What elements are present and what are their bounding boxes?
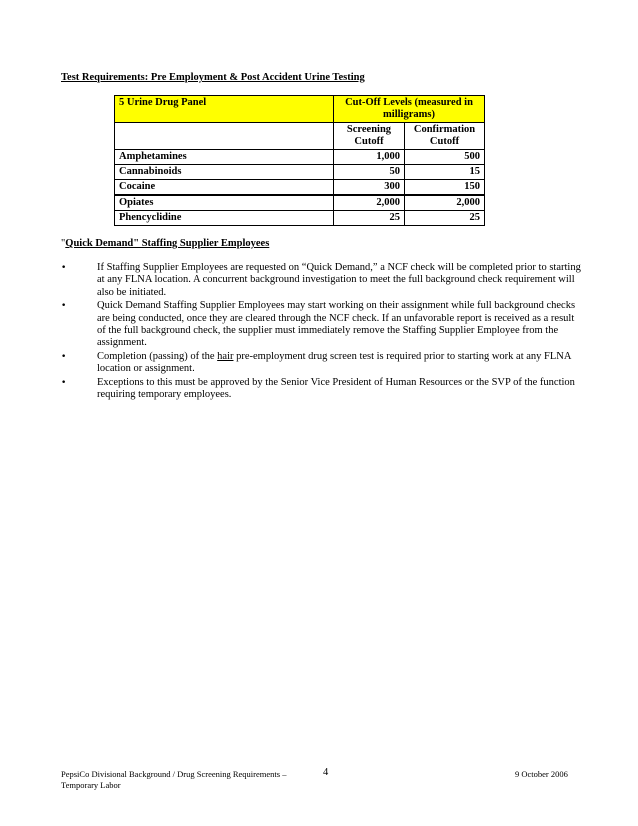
panel-label-cell: 5 Urine Drug Panel xyxy=(115,96,334,123)
cutoff-header-cell: Cut-Off Levels (measured in milligrams) xyxy=(334,96,485,123)
hair-emphasis: hair xyxy=(217,350,234,362)
drug-name: Cannabinoids xyxy=(115,165,334,180)
screening-header-cell: Screening Cutoff xyxy=(334,123,405,150)
screening-value: 25 xyxy=(334,211,405,226)
section-heading-quick-demand xyxy=(61,238,269,249)
bullet-text xyxy=(97,351,571,374)
table-row xyxy=(115,180,485,196)
drug-name: Cocaine xyxy=(115,180,334,196)
screening-value: 300 xyxy=(334,180,405,196)
quick-demand-title: Quick Demand" Staffing Supplier Employees xyxy=(65,238,270,249)
table-row xyxy=(115,150,485,165)
list-item xyxy=(61,300,581,350)
bullet-text-post: pre-employment drug screen test is required prior to starting work at any FLNA location or assignment. xyxy=(97,350,571,375)
confirmation-value: 150 xyxy=(405,180,485,196)
footer-document-title: PepsiCo Divisional Background / Drug Screening Requirements – Temporary Labor xyxy=(61,769,287,790)
drug-name: Phencyclidine xyxy=(115,211,334,226)
confirmation-value: 2,000 xyxy=(405,195,485,211)
drug-name: Opiates xyxy=(115,195,334,211)
confirmation-value: 15 xyxy=(405,165,485,180)
list-item xyxy=(61,262,581,299)
list-item xyxy=(61,377,581,402)
list-item xyxy=(61,351,581,376)
confirmation-value: 500 xyxy=(405,150,485,165)
bullet-marker: • xyxy=(61,263,67,273)
bullet-marker: • xyxy=(61,301,67,312)
bullet-marker: • xyxy=(61,377,67,388)
bullet-text-pre: Completion (passing) of the xyxy=(97,350,218,362)
screening-value: 1,000 xyxy=(334,150,405,165)
empty-cell xyxy=(115,123,334,150)
bullet-text: Exceptions to this must be approved by the Senior Vice President of Human Resources or the SVP of the function requiring temporary employees. xyxy=(97,376,575,401)
page-number: 4 xyxy=(323,767,329,778)
drug-panel-table xyxy=(114,95,485,226)
table-row xyxy=(115,165,485,180)
table-row xyxy=(115,195,485,211)
drug-name: Amphetamines xyxy=(115,150,334,165)
confirmation-value: 25 xyxy=(405,211,485,226)
bullet-text: Quick Demand Staffing Supplier Employees may start working on their assignment while full background checks are being conducted, once they are cleared through the NCF check. If an unfavorable report is received as a result of the full background check, the supplier must immediately remove the Staffing Supplier Employee from the assignment. xyxy=(97,300,576,349)
screening-value: 50 xyxy=(334,165,405,180)
confirmation-header-cell: Confirmation Cutoff xyxy=(405,123,485,150)
screening-value: 2,000 xyxy=(334,195,405,211)
footer-date: 9 October 2006 xyxy=(515,769,568,779)
table-header-row xyxy=(115,96,485,123)
bullet-marker: • xyxy=(61,351,67,362)
open-quote: " xyxy=(61,238,66,249)
bullet-text: If Staffing Supplier Employees are requested on “Quick Demand,” a NCF check will be completed prior to starting at any FLNA location. A concurrent background investigation to meet the full background check requirement will also be initiated. xyxy=(97,262,581,298)
bullet-list xyxy=(61,262,581,402)
table-subheader-row xyxy=(115,123,485,150)
section-heading-urine-testing: Test Requirements: Pre Employment & Post Accident Urine Testing xyxy=(61,72,365,83)
table-row xyxy=(115,211,485,226)
